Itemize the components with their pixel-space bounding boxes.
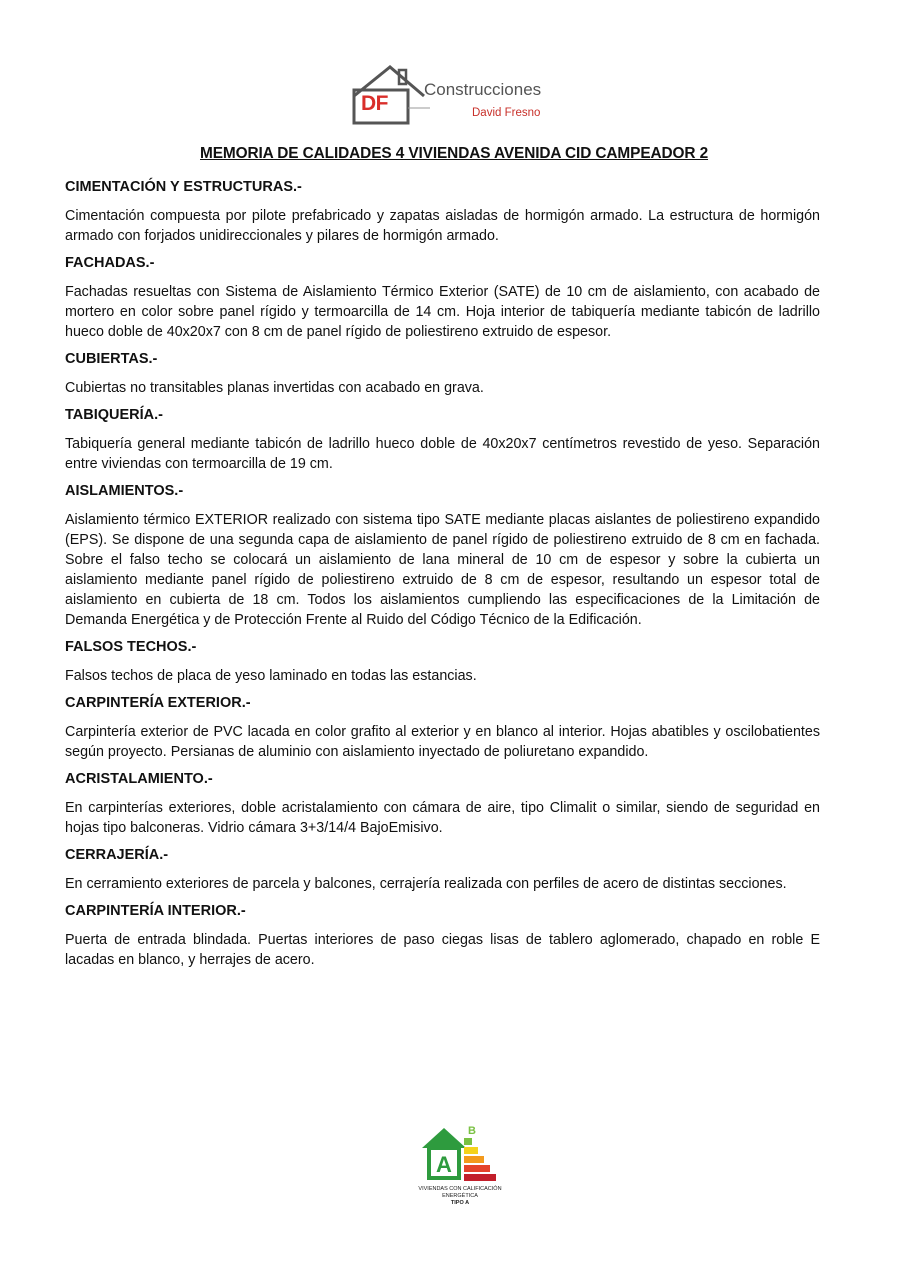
section-heading: CUBIERTAS.- (65, 351, 158, 367)
logo-brand: Construcciones (424, 80, 542, 99)
section-heading: CARPINTERÍA EXTERIOR.- (65, 695, 251, 711)
section-body: Aislamiento térmico EXTERIOR realizado con sistema tipo SATE mediante placas aislantes de poliestireno expandido (EPS). Se dispone de una segunda capa de aislamiento de panel rígido de poliestireno extruido de 8 cm en fachada. Sobre el falso techo se colocará un aislamiento de lana mineral de 10 cm de espesor y sobre la cubierta un aislamiento mediante panel rígido de poliestireno extruido de 8 cm de espesor, resultando un espesor total de aislamiento en cubierta de 18 cm. Todos los aislamientos cumpliendo las especificaciones de la Limitación de Demanda Energética y de Protección Frente al Ruido del Código Técnico de la Edificación. (65, 512, 820, 628)
section-falsos-techos (65, 637, 820, 686)
energy-letter-a: A (436, 1152, 452, 1177)
energy-letter-b: B (468, 1125, 476, 1137)
document-title: MEMORIA DE CALIDADES 4 VIVIENDAS AVENIDA CID CAMPEADOR 2 (200, 145, 709, 162)
section-body: En cerramiento exteriores de parcela y balcones, cerrajería realizada con perfiles de acero de distintas secciones. (65, 876, 787, 892)
section-acristalamiento (65, 769, 820, 838)
section-aislamientos (65, 481, 820, 630)
section-tabiqueria (65, 405, 820, 474)
section-cerrajeria (65, 845, 820, 894)
energy-caption (400, 1186, 520, 1207)
section-body: En carpinterías exteriores, doble acristalamiento con cámara de aire, tipo Climalit o similar, siendo de seguridad en hojas tipo balconeras. Vidrio cámara 3+3/14/4 BajoEmisivo. (65, 800, 820, 836)
section-cubiertas (65, 349, 820, 398)
section-carpinteria-interior (65, 901, 820, 970)
section-heading: AISLAMIENTOS.- (65, 483, 184, 499)
energy-caption-line2: ENERGÉTICA (442, 1193, 478, 1199)
section-body: Puerta de entrada blindada. Puertas interiores de paso ciegas lisas de tablero aglomerado, chapado en roble E lacadas en blanco, y herrajes de acero. (65, 932, 820, 968)
section-body: Cubiertas no transitables planas invertidas con acabado en grava. (65, 380, 484, 396)
section-body: Carpintería exterior de PVC lacada en color grafito al exterior y en blanco al interior. Hojas abatibles y oscilobatientes según proyecto. Persianas de aluminio con aislamiento inyectado de poliuretano expandido. (65, 724, 820, 760)
document-body (65, 177, 820, 977)
section-heading: CERRAJERÍA.- (65, 847, 169, 863)
logo-owner: David Fresno (472, 107, 541, 119)
section-body: Fachadas resueltas con Sistema de Aislamiento Térmico Exterior (SATE) de 10 cm de aislamiento, con acabado de mortero en color sobre panel rígido y termoarcilla de 14 cm. Hoja interior de tabiquería mediante tabicón de ladrillo hueco doble de 40x20x7 con 8 cm de panel rígido de poliestireno extruido de espesor. (65, 284, 820, 340)
section-carpinteria-exterior (65, 693, 820, 762)
section-body: Tabiquería general mediante tabicón de ladrillo hueco doble de 40x20x7 centímetros revestido de yeso. Separación entre viviendas con termoarcilla de 19 cm. (65, 436, 820, 472)
section-heading: ACRISTALAMIENTO.- (65, 771, 213, 787)
section-body: Falsos techos de placa de yeso laminado en todas las estancias. (65, 668, 477, 684)
energy-house-icon (418, 1122, 502, 1186)
section-body: Cimentación compuesta por pilote prefabricado y zapatas aisladas de hormigón armado. La estructura de hormigón armado con forjados unidireccionales y pilares de hormigón armado. (65, 208, 820, 244)
section-fachadas (65, 253, 820, 342)
section-heading: CIMENTACIÓN Y ESTRUCTURAS.- (65, 179, 302, 195)
energy-caption-line1: VIVIENDAS CON CALIFICACIÓN (418, 1186, 502, 1192)
section-heading: TABIQUERÍA.- (65, 407, 164, 423)
section-cimentacion (65, 177, 820, 246)
energy-caption-line3: TIPO A (450, 1200, 470, 1206)
energy-rating-badge (400, 1122, 520, 1222)
section-heading: FACHADAS.- (65, 255, 155, 271)
section-heading: CARPINTERÍA INTERIOR.- (65, 903, 246, 919)
section-heading: FALSOS TECHOS.- (65, 639, 197, 655)
company-logo (350, 62, 570, 128)
logo-initials: DF (361, 92, 388, 115)
